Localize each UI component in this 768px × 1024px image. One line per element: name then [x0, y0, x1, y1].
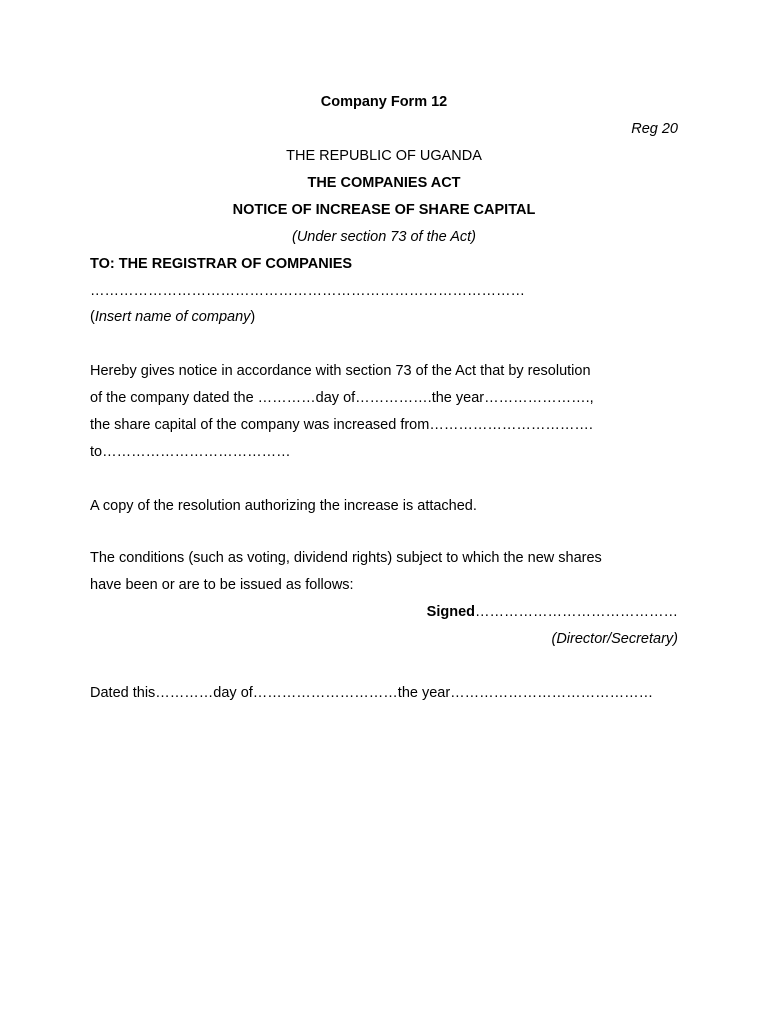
signature-line	[427, 603, 678, 621]
signatory-role: (Director/Secretary)	[551, 631, 678, 647]
conditions-line-1: The conditions (such as voting, dividend rights) subject to which the new shares	[90, 550, 602, 566]
addressee-line: TO: THE REGISTRAR OF COMPANIES	[90, 256, 353, 272]
conditions-line-2: have been or are to be issued as follows:	[90, 577, 354, 593]
form-title: Company Form 12	[320, 94, 448, 110]
hint-open-paren: (	[90, 309, 95, 325]
hint-close-paren: )	[250, 309, 256, 325]
section-reference: (Under section 73 of the Act)	[291, 229, 477, 245]
dated-line: Dated this…………day of…………………………the year……………………………………	[90, 685, 654, 701]
resolution-attached-text: A copy of the resolution authorizing the increase is attached.	[90, 498, 477, 514]
act-heading: THE COMPANIES ACT	[307, 175, 461, 191]
hint-text: Insert name of company	[94, 309, 251, 325]
regulation-reference: Reg 20	[631, 121, 678, 137]
country-heading: THE REPUBLIC OF UGANDA	[286, 148, 482, 164]
notice-paragraph-line-1: Hereby gives notice in accordance with section 73 of the Act that by resolution	[90, 363, 591, 379]
notice-paragraph-line-4: to…………………………………	[90, 444, 291, 460]
signed-label: Signed	[426, 604, 475, 620]
notice-paragraph-line-3: the share capital of the company was increased from…………………………….	[90, 417, 593, 433]
company-name-hint	[90, 308, 255, 326]
company-name-blank: ………………………………………………………………………………	[90, 283, 525, 299]
signature-blank: ……………………………………	[475, 604, 678, 620]
notice-title: NOTICE OF INCREASE OF SHARE CAPITAL	[232, 202, 536, 218]
notice-paragraph-line-2: of the company dated the …………day of…………….the year………………….,	[90, 390, 594, 406]
